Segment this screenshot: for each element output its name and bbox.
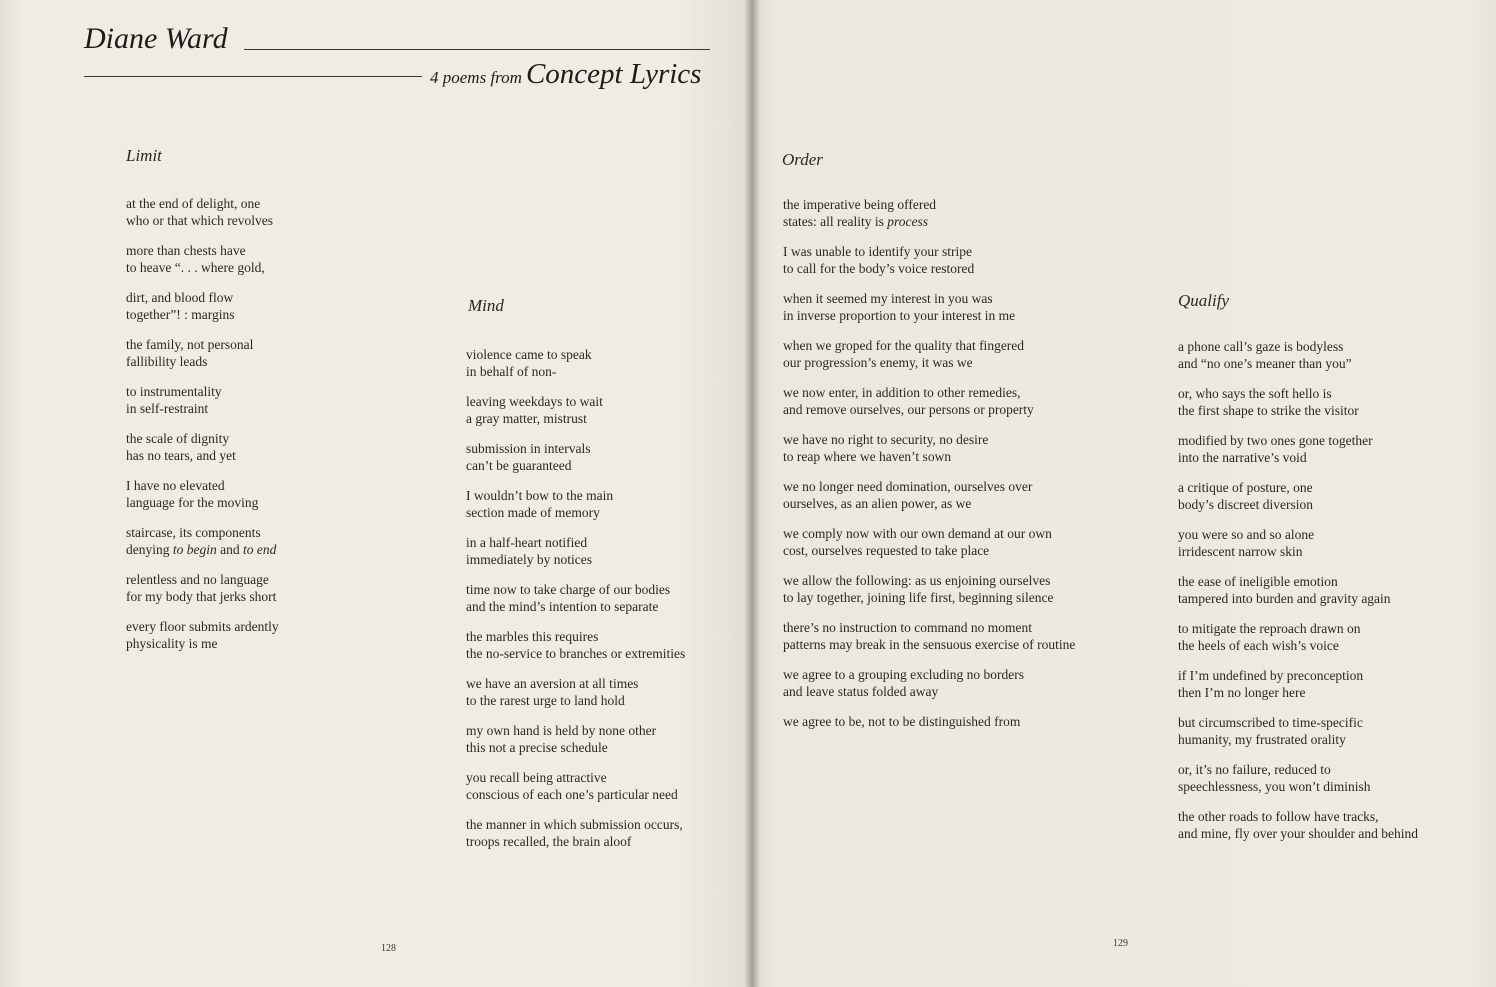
- stanza: [126, 383, 279, 417]
- poem-line: you recall being attractive: [466, 770, 607, 785]
- poem-line: we agree to be, not to be distinguished from: [783, 714, 1021, 729]
- poem-line: to heave “. . . where gold,: [126, 260, 265, 275]
- poem-line: to reap where we haven’t sown: [783, 449, 952, 464]
- stanza: [783, 478, 1075, 512]
- poem-line: and remove ourselves, our persons or property: [783, 402, 1034, 417]
- poem-line: modified by two ones gone together: [1178, 433, 1373, 448]
- poem-line: our progression’s enemy, it was we: [783, 355, 973, 370]
- stanza: [783, 290, 1075, 324]
- stanza: [1178, 479, 1418, 513]
- stanza: [1178, 761, 1418, 795]
- poem-line: or, it’s no failure, reduced to: [1178, 762, 1331, 777]
- poem-line: in a half-heart notified: [466, 535, 588, 550]
- poem-line: relentless and no language: [126, 572, 269, 587]
- poem-line: I have no elevated: [126, 478, 225, 493]
- poem-line: submission in intervals: [466, 441, 591, 456]
- stanza: [126, 195, 279, 229]
- poem-line: and leave status folded away: [783, 684, 939, 699]
- poem-line: can’t be guaranteed: [466, 458, 572, 473]
- poem-line: we have no right to security, no desire: [783, 432, 989, 447]
- book-spine: [744, 0, 760, 987]
- poem-line: speechlessness, you won’t diminish: [1178, 779, 1371, 794]
- stanza: [126, 289, 279, 323]
- poem-line: language for the moving: [126, 495, 259, 510]
- poem-line: patterns may break in the sensuous exercise of routine: [783, 637, 1076, 652]
- stanza: [466, 440, 685, 474]
- poem-line: more than chests have: [126, 243, 246, 258]
- poem-line: troops recalled, the brain aloof: [466, 834, 632, 849]
- poem-line: my own hand is held by none other: [466, 723, 657, 738]
- page-number-left: 128: [381, 943, 396, 954]
- stanza: [783, 572, 1075, 606]
- stanza: [1178, 432, 1418, 466]
- stanza: [783, 431, 1075, 465]
- poem-line: section made of memory: [466, 505, 600, 520]
- poem-body-mind: [466, 346, 685, 850]
- book-subtitle: [430, 58, 701, 91]
- stanza: [1178, 526, 1418, 560]
- poem-line: time now to take charge of our bodies: [466, 582, 671, 597]
- stanza: [466, 534, 685, 568]
- stanza: [466, 628, 685, 662]
- stanza: [783, 525, 1075, 559]
- header-rule-bottom: [84, 76, 422, 77]
- stanza: [126, 524, 279, 558]
- poem-line: the manner in which submission occurs,: [466, 817, 683, 832]
- poem-line: staircase, its components: [126, 525, 261, 540]
- poem-line: and “no one’s meaner than you”: [1178, 356, 1352, 371]
- poem-line: a gray matter, mistrust: [466, 411, 587, 426]
- poem-line: to mitigate the reproach drawn on: [1178, 621, 1361, 636]
- poem-line: dirt, and blood flow: [126, 290, 234, 305]
- poem-line: a critique of posture, one: [1178, 480, 1313, 495]
- stanza: [126, 571, 279, 605]
- poem-line: this not a precise schedule: [466, 740, 608, 755]
- poem-line: we agree to a grouping excluding no borders: [783, 667, 1025, 682]
- stanza: [466, 393, 685, 427]
- poem-line: we now enter, in addition to other remedies,: [783, 385, 1021, 400]
- poem-line: irridescent narrow skin: [1178, 544, 1303, 559]
- poem-body-qualify: [1178, 338, 1418, 842]
- poem-line: violence came to speak: [466, 347, 592, 362]
- stanza: [783, 384, 1075, 418]
- poem-line: when we groped for the quality that fingered: [783, 338, 1025, 353]
- poem-line: cost, ourselves requested to take place: [783, 543, 990, 558]
- poem-line: together”! : margins: [126, 307, 235, 322]
- poem-line: or, who says the soft hello is: [1178, 386, 1332, 401]
- poem-line: there’s no instruction to command no moment: [783, 620, 1032, 635]
- poem-line: has no tears, and yet: [126, 448, 236, 463]
- poem-line: conscious of each one’s particular need: [466, 787, 678, 802]
- poem-line: to instrumentality: [126, 384, 222, 399]
- stanza: [1178, 338, 1418, 372]
- stanza: [783, 196, 1075, 230]
- poem-line: if I’m undefined by preconception: [1178, 668, 1364, 683]
- stanza: [466, 816, 685, 850]
- author-name: Diane Ward: [84, 22, 228, 55]
- poem-line: states: all reality is process: [783, 214, 928, 229]
- poem-line: immediately by notices: [466, 552, 592, 567]
- stanza: [466, 769, 685, 803]
- poem-title-limit: Limit: [126, 146, 162, 165]
- poem-body-limit: [126, 195, 279, 652]
- poem-line: the marbles this requires: [466, 629, 599, 644]
- stanza: [783, 666, 1075, 700]
- poem-line: we comply now with our own demand at our own: [783, 526, 1052, 541]
- poem-line: to lay together, joining life first, beginning silence: [783, 590, 1054, 605]
- stanza: [466, 675, 685, 709]
- poem-line: we allow the following: as us enjoining ourselves: [783, 573, 1051, 588]
- stanza: [466, 487, 685, 521]
- poem-line: at the end of delight, one: [126, 196, 261, 211]
- stanza: [126, 336, 279, 370]
- poem-line: every floor submits ardently: [126, 619, 279, 634]
- stanza: [126, 477, 279, 511]
- poem-title-mind: Mind: [468, 296, 504, 315]
- stanza: [783, 337, 1075, 371]
- poem-line: I wouldn’t bow to the main: [466, 488, 614, 503]
- stanza: [783, 619, 1075, 653]
- poem-line: when it seemed my interest in you was: [783, 291, 993, 306]
- poem-line: to call for the body’s voice restored: [783, 261, 975, 276]
- header-rule-top: [244, 49, 710, 50]
- poem-title-qualify: Qualify: [1178, 291, 1229, 310]
- poem-line: body’s discreet diversion: [1178, 497, 1313, 512]
- poem-line: the heels of each wish’s voice: [1178, 638, 1339, 653]
- stanza: [466, 581, 685, 615]
- poem-line: into the narrative’s void: [1178, 450, 1307, 465]
- poem-title-order: Order: [782, 150, 823, 169]
- poem-line: the ease of ineligible emotion: [1178, 574, 1338, 589]
- stanza: [466, 346, 685, 380]
- stanza: [1178, 385, 1418, 419]
- poem-line: and the mind’s intention to separate: [466, 599, 659, 614]
- stanza: [1178, 620, 1418, 654]
- stanza: [783, 713, 1075, 730]
- poem-line: in inverse proportion to your interest in me: [783, 308, 1016, 323]
- poem-line: a phone call’s gaze is bodyless: [1178, 339, 1344, 354]
- poem-line: the imperative being offered: [783, 197, 937, 212]
- stanza: [783, 243, 1075, 277]
- poem-body-order: [783, 196, 1075, 730]
- subtitle-title: Concept Lyrics: [525, 58, 702, 90]
- poem-line: the first shape to strike the visitor: [1178, 403, 1359, 418]
- stanza: [1178, 808, 1418, 842]
- stanza: [126, 430, 279, 464]
- poem-line: the family, not personal: [126, 337, 254, 352]
- poem-line: the no-service to branches or extremities: [466, 646, 686, 661]
- page-number-right: 129: [1113, 938, 1128, 949]
- poem-line: ourselves, as an alien power, as we: [783, 496, 972, 511]
- poem-line: you were so and so alone: [1178, 527, 1315, 542]
- poem-line: to the rarest urge to land hold: [466, 693, 625, 708]
- poem-line: physicality is me: [126, 636, 218, 651]
- poem-line: and mine, fly over your shoulder and behind: [1178, 826, 1418, 841]
- stanza: [126, 242, 279, 276]
- poem-line: in self-restraint: [126, 401, 209, 416]
- poem-line: humanity, my frustrated orality: [1178, 732, 1346, 747]
- stanza: [466, 722, 685, 756]
- poem-line: who or that which revolves: [126, 213, 273, 228]
- poem-line: the scale of dignity: [126, 431, 230, 446]
- stanza: [126, 618, 279, 652]
- subtitle-prefix: 4 poems from: [430, 68, 522, 87]
- stanza: [1178, 667, 1418, 701]
- poem-line: we no longer need domination, ourselves over: [783, 479, 1033, 494]
- poem-line: for my body that jerks short: [126, 589, 277, 604]
- poem-line: then I’m no longer here: [1178, 685, 1306, 700]
- poem-line: but circumscribed to time-specific: [1178, 715, 1363, 730]
- poem-line: we have an aversion at all times: [466, 676, 639, 691]
- stanza: [1178, 714, 1418, 748]
- poem-line: in behalf of non-: [466, 364, 557, 379]
- poem-line: the other roads to follow have tracks,: [1178, 809, 1379, 824]
- poem-line: fallibility leads: [126, 354, 208, 369]
- poem-line: tampered into burden and gravity again: [1178, 591, 1391, 606]
- poem-line: denying to begin and to end: [126, 542, 277, 557]
- poem-line: leaving weekdays to wait: [466, 394, 603, 409]
- stanza: [1178, 573, 1418, 607]
- poem-line: I was unable to identify your stripe: [783, 244, 972, 259]
